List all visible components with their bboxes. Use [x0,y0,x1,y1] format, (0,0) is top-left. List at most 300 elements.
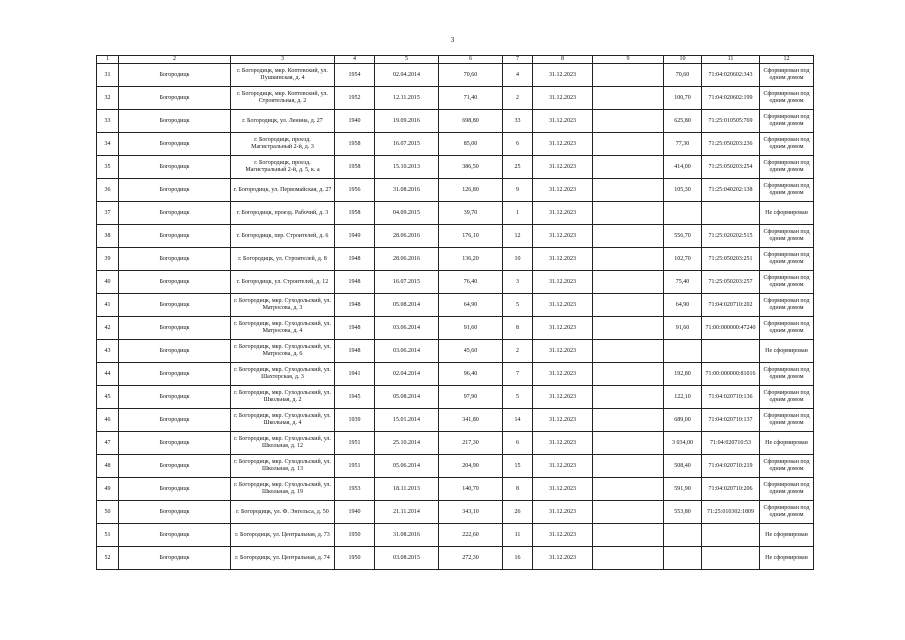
empty-cell [593,64,664,87]
land-area-cell: 3 034,00 [664,432,702,455]
land-area-cell: 75,40 [664,271,702,294]
address-cell: г. Богородицк, ул. Строителей, д. 8 [231,248,335,271]
row-number: 47 [97,432,119,455]
count-cell: 1 [503,202,533,225]
land-area-cell: 105,30 [664,179,702,202]
address-cell: г. Богородицк, мкр. Суходольский, ул. Шахтерская, д. 3 [231,363,335,386]
date-cell: 28.06.2016 [375,248,439,271]
status-cell: Сформирован под одним домом [760,110,814,133]
address-cell: г. Богородицк, проезд. Рабочий, д. 3 [231,202,335,225]
address-cell: г. Богородицк, ул. Ленина, д. 27 [231,110,335,133]
year-cell: 1950 [335,524,375,547]
empty-cell [593,133,664,156]
column-header-1: 1 [97,56,119,64]
cadastral-number-cell [702,524,760,547]
land-area-cell: 100,70 [664,87,702,110]
city-cell: Богородицк [119,271,231,294]
cadastral-number-cell: 71:04:020602:199 [702,87,760,110]
year-cell: 1948 [335,271,375,294]
date-cell: 05.08.2014 [375,294,439,317]
deadline-cell: 31.12.2023 [533,317,593,340]
address-cell: г. Богородицк, ул. Первомайская, д. 27 [231,179,335,202]
area-cell: 217,30 [439,432,503,455]
deadline-cell: 31.12.2023 [533,110,593,133]
deadline-cell: 31.12.2023 [533,202,593,225]
page-number: 3 [450,36,455,44]
deadline-cell: 31.12.2023 [533,248,593,271]
city-cell: Богородицк [119,409,231,432]
area-cell: 126,80 [439,179,503,202]
count-cell: 33 [503,110,533,133]
table-row [97,340,814,363]
land-area-cell: 625,80 [664,110,702,133]
area-cell: 136,20 [439,248,503,271]
date-cell: 25.10.2014 [375,432,439,455]
area-cell: 204,90 [439,455,503,478]
city-cell: Богородицк [119,110,231,133]
address-cell: г. Богородицк, мкр. Суходольский, ул. Школьная, д. 4 [231,409,335,432]
land-area-cell: 102,70 [664,248,702,271]
deadline-cell: 31.12.2023 [533,294,593,317]
column-header-12: 12 [760,56,814,64]
city-cell: Богородицк [119,87,231,110]
deadline-cell: 31.12.2023 [533,409,593,432]
table-row [97,432,814,455]
land-area-cell: 414,00 [664,156,702,179]
address-cell: г. Богородицк, ул. Ф. Энгельса, д. 50 [231,501,335,524]
empty-cell [593,110,664,133]
year-cell: 1954 [335,64,375,87]
deadline-cell: 31.12.2023 [533,133,593,156]
address-cell: г. Богородицк, мкр. Суходольский, ул. Школьная, д. 2 [231,386,335,409]
date-cell: 31.08.2016 [375,179,439,202]
row-number: 34 [97,133,119,156]
city-cell: Богородицк [119,455,231,478]
status-cell: Сформирован под одним домом [760,248,814,271]
count-cell: 16 [503,547,533,570]
area-cell: 698,80 [439,110,503,133]
date-cell: 16.07.2015 [375,133,439,156]
count-cell: 12 [503,225,533,248]
table-row [97,271,814,294]
year-cell: 1950 [335,547,375,570]
date-cell: 02.04.2014 [375,363,439,386]
empty-cell [593,547,664,570]
date-cell: 16.07.2015 [375,271,439,294]
area-cell: 85,00 [439,133,503,156]
status-cell: Сформирован под одним домом [760,225,814,248]
row-number: 31 [97,64,119,87]
city-cell: Богородицк [119,478,231,501]
row-number: 40 [97,271,119,294]
city-cell: Богородицк [119,317,231,340]
table-row [97,363,814,386]
land-area-cell: 556,70 [664,225,702,248]
table-row [97,110,814,133]
column-header-3: 3 [231,56,335,64]
city-cell: Богородицк [119,501,231,524]
table-row [97,455,814,478]
count-cell: 25 [503,156,533,179]
year-cell: 1956 [335,179,375,202]
empty-cell [593,363,664,386]
deadline-cell: 31.12.2023 [533,478,593,501]
column-header-8: 8 [533,56,593,64]
table-row [97,179,814,202]
status-cell: Не сформирован [760,432,814,455]
city-cell: Богородицк [119,340,231,363]
city-cell: Богородицк [119,133,231,156]
address-cell: г. Богородицк, ул. Центральная, д. 73 [231,524,335,547]
table-row [97,294,814,317]
area-cell: 91,60 [439,317,503,340]
area-cell: 140,70 [439,478,503,501]
column-header-6: 6 [439,56,503,64]
city-cell: Богородицк [119,547,231,570]
deadline-cell: 31.12.2023 [533,547,593,570]
status-cell: Сформирован под одним домом [760,271,814,294]
deadline-cell: 31.12.2023 [533,225,593,248]
year-cell: 1940 [335,501,375,524]
empty-cell [593,501,664,524]
land-area-cell [664,202,702,225]
city-cell: Богородицк [119,179,231,202]
count-cell: 5 [503,294,533,317]
status-cell: Сформирован под одним домом [760,156,814,179]
cadastral-number-cell: 71:25:050203:251 [702,248,760,271]
row-number: 39 [97,248,119,271]
area-cell: 71,40 [439,87,503,110]
area-cell: 176,10 [439,225,503,248]
table-row [97,202,814,225]
address-cell: г. Богородицк, ул. Строителей, д. 12 [231,271,335,294]
empty-cell [593,524,664,547]
area-cell: 39,70 [439,202,503,225]
land-area-cell: 91,60 [664,317,702,340]
land-area-cell: 591,90 [664,478,702,501]
date-cell: 18.11.2013 [375,478,439,501]
status-cell: Сформирован под одним домом [760,87,814,110]
empty-cell [593,317,664,340]
address-cell: г. Богородицк, мкр. Суходольский, ул. Матросова, д. 3 [231,294,335,317]
city-cell: Богородицк [119,363,231,386]
deadline-cell: 31.12.2023 [533,87,593,110]
count-cell: 26 [503,501,533,524]
city-cell: Богородицк [119,64,231,87]
land-area-cell: 70,60 [664,64,702,87]
address-cell: г. Богородицк, мкр. Коптевский, ул. Пушкинская, д. 4 [231,64,335,87]
city-cell: Богородицк [119,524,231,547]
row-number: 46 [97,409,119,432]
empty-cell [593,248,664,271]
year-cell: 1953 [335,478,375,501]
table-row [97,524,814,547]
empty-cell [593,179,664,202]
area-cell: 341,80 [439,409,503,432]
count-cell: 15 [503,455,533,478]
table-row [97,409,814,432]
address-cell: г. Богородицк, проезд. Магистральный 2-й, д. 3 [231,133,335,156]
city-cell: Богородицк [119,202,231,225]
area-cell: 45,60 [439,340,503,363]
land-area-cell: 77,30 [664,133,702,156]
table-row [97,248,814,271]
table-row [97,64,814,87]
deadline-cell: 31.12.2023 [533,524,593,547]
cadastral-number-cell: 71:25:020202:515 [702,225,760,248]
table-row [97,478,814,501]
deadline-cell: 31.12.2023 [533,179,593,202]
table-row [97,317,814,340]
date-cell: 03.06.2014 [375,340,439,363]
count-cell: 8 [503,478,533,501]
count-cell: 14 [503,409,533,432]
cadastral-number-cell: 71:04:020710:53 [702,432,760,455]
date-cell: 05.06.2014 [375,455,439,478]
date-cell: 05.08.2014 [375,386,439,409]
city-cell: Богородицк [119,432,231,455]
city-cell: Богородицк [119,294,231,317]
empty-cell [593,87,664,110]
status-cell: Не сформирован [760,547,814,570]
table-row [97,547,814,570]
row-number: 41 [97,294,119,317]
year-cell: 1948 [335,248,375,271]
address-cell: г. Богородицк, ул. Центральная, д. 74 [231,547,335,570]
city-cell: Богородицк [119,386,231,409]
column-header-11: 11 [702,56,760,64]
year-cell: 1948 [335,317,375,340]
city-cell: Богородицк [119,248,231,271]
row-number: 33 [97,110,119,133]
count-cell: 3 [503,271,533,294]
address-cell: г. Богородицк, мкр. Суходольский, ул. Школьная, д. 13 [231,455,335,478]
date-cell: 12.11.2015 [375,87,439,110]
address-cell: г. Богородицк, пер. Строителей, д. 6 [231,225,335,248]
address-cell: г. Богородицк, мкр. Суходольский, ул. Матросова, д. 6 [231,340,335,363]
row-number: 42 [97,317,119,340]
status-cell: Сформирован под одним домом [760,455,814,478]
land-area-cell: 508,40 [664,455,702,478]
row-number: 51 [97,524,119,547]
count-cell: 6 [503,432,533,455]
land-area-cell: 553,80 [664,501,702,524]
date-cell: 21.11.2014 [375,501,439,524]
row-number: 48 [97,455,119,478]
count-cell: 10 [503,248,533,271]
year-cell: 1958 [335,202,375,225]
row-number: 35 [97,156,119,179]
count-cell: 2 [503,87,533,110]
area-cell: 97,90 [439,386,503,409]
status-cell: Сформирован под одним домом [760,294,814,317]
count-cell: 5 [503,386,533,409]
table-row [97,225,814,248]
land-area-cell: 192,80 [664,363,702,386]
table-row [97,501,814,524]
area-cell: 222,60 [439,524,503,547]
count-cell: 6 [503,133,533,156]
status-cell: Не сформирован [760,524,814,547]
year-cell: 1958 [335,133,375,156]
row-number: 50 [97,501,119,524]
year-cell: 1945 [335,386,375,409]
deadline-cell: 31.12.2023 [533,271,593,294]
table-row [97,156,814,179]
status-cell: Сформирован под одним домом [760,501,814,524]
land-area-cell: 689,00 [664,409,702,432]
column-header-10: 10 [664,56,702,64]
column-header-5: 5 [375,56,439,64]
status-cell: Сформирован под одним домом [760,363,814,386]
date-cell: 28.06.2016 [375,225,439,248]
cadastral-number-cell [702,547,760,570]
table-body [97,64,814,570]
status-cell: Сформирован под одним домом [760,179,814,202]
cadastral-number-cell: 71:04:020710:202 [702,294,760,317]
area-cell: 272,30 [439,547,503,570]
area-cell: 96,40 [439,363,503,386]
date-cell: 19.09.2016 [375,110,439,133]
cadastral-number-cell: 71:25:010505:769 [702,110,760,133]
empty-cell [593,225,664,248]
deadline-cell: 31.12.2023 [533,386,593,409]
area-cell: 64,90 [439,294,503,317]
status-cell: Сформирован под одним домом [760,133,814,156]
cadastral-number-cell: 71:04:020710:206 [702,478,760,501]
empty-cell [593,386,664,409]
empty-cell [593,432,664,455]
status-cell: Сформирован под одним домом [760,409,814,432]
address-cell: г. Богородицк, проезд. Магистральный 2-й, д. 5, к. а [231,156,335,179]
empty-cell [593,409,664,432]
land-area-cell [664,524,702,547]
deadline-cell: 31.12.2023 [533,501,593,524]
area-cell: 386,50 [439,156,503,179]
city-cell: Богородицк [119,225,231,248]
deadline-cell: 31.12.2023 [533,363,593,386]
row-number: 44 [97,363,119,386]
count-cell: 4 [503,64,533,87]
housing-registry-table [96,55,814,570]
column-header-9: 9 [593,56,664,64]
date-cell: 31.08.2016 [375,524,439,547]
count-cell: 11 [503,524,533,547]
area-cell: 343,10 [439,501,503,524]
year-cell: 1952 [335,87,375,110]
date-cell: 15.10.2013 [375,156,439,179]
cadastral-number-cell: 71:25:040202:138 [702,179,760,202]
land-area-cell: 122,10 [664,386,702,409]
column-number-row [97,56,814,64]
row-number: 32 [97,87,119,110]
row-number: 36 [97,179,119,202]
year-cell: 1940 [335,110,375,133]
row-number: 49 [97,478,119,501]
year-cell: 1948 [335,340,375,363]
status-cell: Сформирован под одним домом [760,64,814,87]
row-number: 43 [97,340,119,363]
row-number: 52 [97,547,119,570]
deadline-cell: 31.12.2023 [533,340,593,363]
year-cell: 1951 [335,432,375,455]
column-header-2: 2 [119,56,231,64]
land-area-cell [664,340,702,363]
year-cell: 1949 [335,225,375,248]
status-cell: Не сформирован [760,340,814,363]
status-cell: Не сформирован [760,202,814,225]
cadastral-number-cell: 71:25:050203:257 [702,271,760,294]
area-cell: 70,60 [439,64,503,87]
row-number: 45 [97,386,119,409]
year-cell: 1951 [335,455,375,478]
count-cell: 2 [503,340,533,363]
cadastral-number-cell: 71:25:010302:1809 [702,501,760,524]
address-cell: г. Богородицк, мкр. Суходольский, ул. Школьная, д. 19 [231,478,335,501]
date-cell: 04.09.2015 [375,202,439,225]
table-row [97,386,814,409]
cadastral-number-cell: 71:00:000000:81016 [702,363,760,386]
cadastral-number-cell: 71:25:050203:254 [702,156,760,179]
empty-cell [593,340,664,363]
cadastral-number-cell [702,340,760,363]
city-cell: Богородицк [119,156,231,179]
status-cell: Сформирован под одним домом [760,386,814,409]
cadastral-number-cell: 71:04:020710:219 [702,455,760,478]
address-cell: г. Богородицк, мкр. Коптевский, ул. Строительная, д. 2 [231,87,335,110]
cadastral-number-cell: 71:04:020710:137 [702,409,760,432]
year-cell: 1948 [335,294,375,317]
count-cell: 7 [503,363,533,386]
table-row [97,87,814,110]
empty-cell [593,294,664,317]
area-cell: 76,40 [439,271,503,294]
count-cell: 8 [503,317,533,340]
cadastral-number-cell [702,202,760,225]
year-cell: 1939 [335,409,375,432]
empty-cell [593,271,664,294]
land-area-cell [664,547,702,570]
date-cell: 03.06.2014 [375,317,439,340]
row-number: 38 [97,225,119,248]
count-cell: 9 [503,179,533,202]
deadline-cell: 31.12.2023 [533,455,593,478]
empty-cell [593,455,664,478]
column-header-4: 4 [335,56,375,64]
land-area-cell: 64,90 [664,294,702,317]
address-cell: г. Богородицк, мкр. Суходольский, ул. Школьная, д. 12 [231,432,335,455]
deadline-cell: 31.12.2023 [533,156,593,179]
cadastral-number-cell: 71:00:000000:47240 [702,317,760,340]
date-cell: 02.04.2014 [375,64,439,87]
date-cell: 15.01.2014 [375,409,439,432]
address-cell: г. Богородицк, мкр. Суходольский, ул. Матросова, д. 4 [231,317,335,340]
status-cell: Сформирован под одним домом [760,317,814,340]
table-row [97,133,814,156]
empty-cell [593,478,664,501]
empty-cell [593,202,664,225]
deadline-cell: 31.12.2023 [533,64,593,87]
deadline-cell: 31.12.2023 [533,432,593,455]
column-header-7: 7 [503,56,533,64]
empty-cell [593,156,664,179]
status-cell: Сформирован под одним домом [760,478,814,501]
row-number: 37 [97,202,119,225]
year-cell: 1941 [335,363,375,386]
cadastral-number-cell: 71:04:020710:136 [702,386,760,409]
cadastral-number-cell: 71:25:050203:236 [702,133,760,156]
cadastral-number-cell: 71:04:020602:343 [702,64,760,87]
